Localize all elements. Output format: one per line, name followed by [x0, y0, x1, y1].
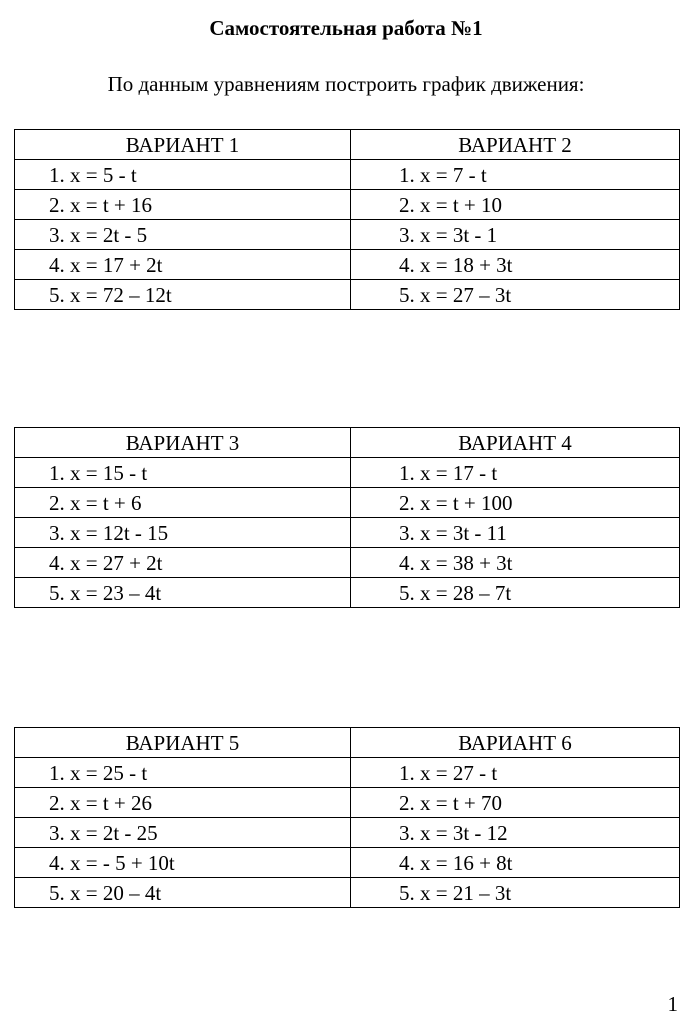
page-title: Самостоятельная работа №1	[209, 16, 483, 40]
table-row	[15, 848, 680, 878]
table-row	[15, 160, 680, 190]
table-row	[15, 788, 680, 818]
variant-4-equation: 2. x = t + 100	[351, 488, 680, 518]
variant-1-equation: 5. x = 72 – 12t	[15, 280, 351, 310]
variant-3-equation: 5. x = 23 – 4t	[15, 578, 351, 608]
variants-table-5-6	[14, 727, 680, 908]
variant-5-equation: 4. x = - 5 + 10t	[15, 848, 351, 878]
table-row	[15, 280, 680, 310]
variant-3-header: ВАРИАНТ 3	[15, 428, 351, 458]
table-row	[15, 818, 680, 848]
variant-6-equation: 5. x = 21 – 3t	[351, 878, 680, 908]
variant-4-equation: 3. x = 3t - 11	[351, 518, 680, 548]
table-row	[15, 220, 680, 250]
page-number: 1	[667, 992, 678, 1016]
variant-1-equation: 1. x = 5 - t	[15, 160, 351, 190]
variant-4-equation: 4. x = 38 + 3t	[351, 548, 680, 578]
variants-table-3-4	[14, 427, 680, 608]
table-row	[15, 190, 680, 220]
table-header-row	[15, 428, 680, 458]
variant-4-header: ВАРИАНТ 4	[351, 428, 680, 458]
variant-4-equation: 1. x = 17 - t	[351, 458, 680, 488]
instruction-text: По данным уравнениям построить график движения:	[107, 72, 585, 96]
table-header-row	[15, 728, 680, 758]
variant-2-header: ВАРИАНТ 2	[351, 130, 680, 160]
variant-6-equation: 1. x = 27 - t	[351, 758, 680, 788]
table-row	[15, 518, 680, 548]
variant-5-equation: 1. x = 25 - t	[15, 758, 351, 788]
variant-5-equation: 5. x = 20 – 4t	[15, 878, 351, 908]
variant-1-equation: 2. x = t + 16	[15, 190, 351, 220]
table-row	[15, 578, 680, 608]
table-row	[15, 458, 680, 488]
variant-2-equation: 4. x = 18 + 3t	[351, 250, 680, 280]
table-row	[15, 758, 680, 788]
table-row	[15, 878, 680, 908]
variant-5-header: ВАРИАНТ 5	[15, 728, 351, 758]
variant-6-equation: 3. x = 3t - 12	[351, 818, 680, 848]
variant-6-header: ВАРИАНТ 6	[351, 728, 680, 758]
variant-6-equation: 2. x = t + 70	[351, 788, 680, 818]
variant-1-equation: 3. x = 2t - 5	[15, 220, 351, 250]
variant-5-equation: 2. x = t + 26	[15, 788, 351, 818]
variant-4-equation: 5. x = 28 – 7t	[351, 578, 680, 608]
variant-2-equation: 5. x = 27 – 3t	[351, 280, 680, 310]
variant-5-equation: 3. x = 2t - 25	[15, 818, 351, 848]
variant-3-equation: 4. x = 27 + 2t	[15, 548, 351, 578]
variant-6-equation: 4. x = 16 + 8t	[351, 848, 680, 878]
variant-2-equation: 1. x = 7 - t	[351, 160, 680, 190]
variant-1-header: ВАРИАНТ 1	[15, 130, 351, 160]
variant-3-equation: 2. x = t + 6	[15, 488, 351, 518]
variant-1-equation: 4. x = 17 + 2t	[15, 250, 351, 280]
variant-2-equation: 3. x = 3t - 1	[351, 220, 680, 250]
variant-2-equation: 2. x = t + 10	[351, 190, 680, 220]
table-row	[15, 548, 680, 578]
variants-table-1-2	[14, 129, 680, 310]
variant-3-equation: 3. x = 12t - 15	[15, 518, 351, 548]
table-row	[15, 250, 680, 280]
table-row	[15, 488, 680, 518]
table-header-row	[15, 130, 680, 160]
variant-3-equation: 1. x = 15 - t	[15, 458, 351, 488]
